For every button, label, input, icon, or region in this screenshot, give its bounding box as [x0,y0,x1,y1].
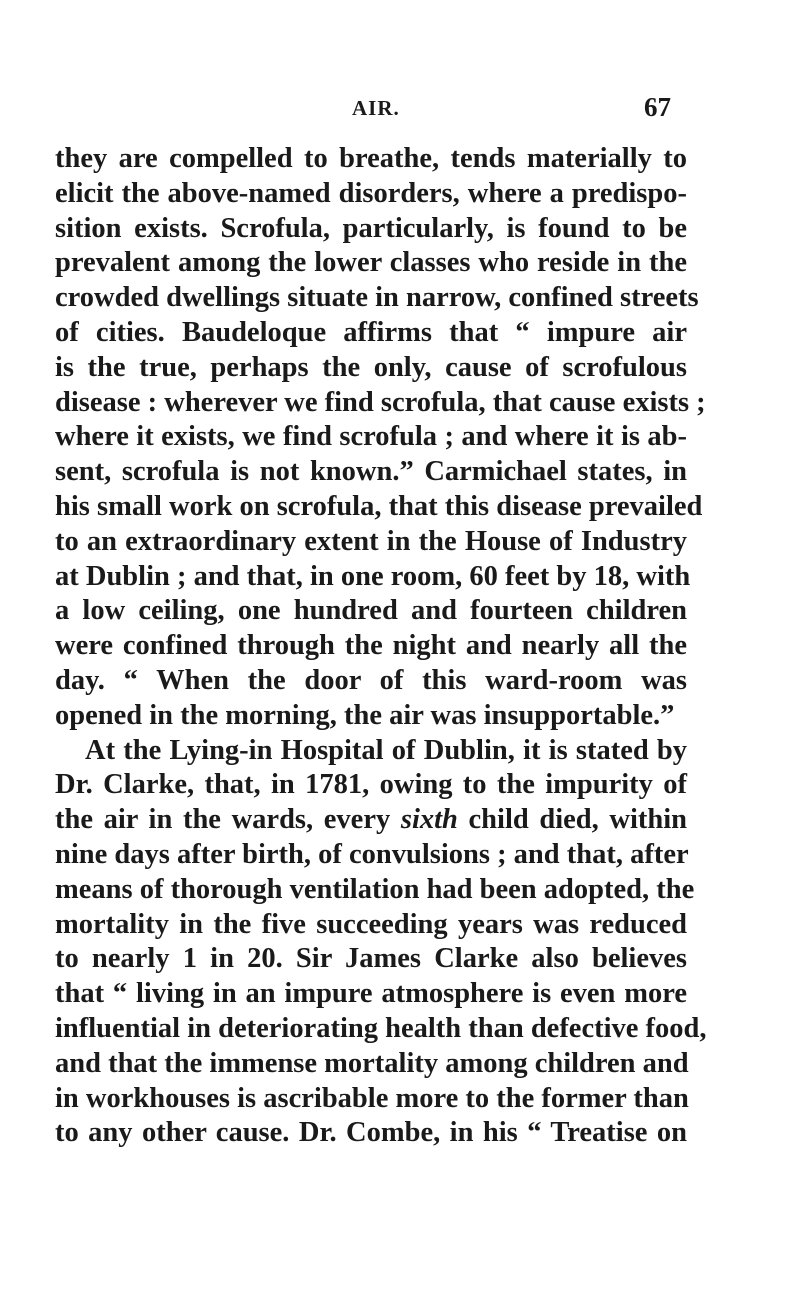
text-line: mortality in the five succeeding years was reduced [55,908,687,940]
text-line: At the Lying-in Hospital of Dublin, it is stated by [85,734,687,766]
running-head [0,92,800,122]
text-line: to an extraordinary extent in the House of Industry [55,525,687,557]
text-line: that “ living in an impure atmosphere is even more [55,978,687,1010]
text-run: the air in the wards, every [55,804,401,836]
text-line: Dr. Clarke, that, in 1781, owing to the impurity of [55,769,687,801]
text-line: and that the immense mortality among children and [55,1047,689,1079]
italic-emphasis: sixth [400,804,458,836]
text-line: nine days after birth, of convulsions ; and that, after [55,838,689,870]
text-line: elicit the above-named disorders, where a predispo- [55,177,687,209]
page-number: 67 [644,92,671,122]
text-line: of cities. Baudeloque affirms that “ impure air [55,316,687,348]
text-line: disease : wherever we find scrofula, that cause exists ; [55,386,706,418]
text-line: prevalent among the lower classes who reside in the [55,247,687,279]
text-line: opened in the morning, the air was insupportable.” [55,699,675,731]
text-line: they are compelled to breathe, tends materially to [55,143,687,174]
text-line: is the true, perhaps the only, cause of scrofulous [55,351,687,383]
body-text [55,142,707,1151]
text-line: means of thorough ventilation had been adopted, the [55,873,695,905]
text-line: at Dublin ; and that, in one room, 60 feet by 18, with [55,560,691,592]
text-line: crowded dwellings situate in narrow, confined streets [55,282,699,314]
text-line: to nearly 1 in 20. Sir James Clarke also believes [55,943,687,975]
text-line: day. “ When the door of this ward-room was [55,664,687,696]
text-line: a low ceiling, one hundred and fourteen children [55,595,687,627]
text-line: sition exists. Scrofula, particularly, is found to be [55,212,687,244]
text-line: were confined through the night and nearly all the [55,630,687,662]
text-line: in workhouses is ascribable more to the former than [55,1082,689,1114]
text-run: child died, within [457,804,687,836]
text-line: influential in deteriorating health than defective food, [55,1012,707,1044]
text-line: where it exists, we find scrofula ; and where it is ab- [55,421,687,453]
text-line: to any other cause. Dr. Combe, in his “ Treatise on [55,1117,687,1149]
running-title: AIR. [352,96,400,120]
text-line-with-italic [55,803,687,838]
text-line: sent, scrofula is not known.” Carmichael states, in [55,456,687,488]
text-line: his small work on scrofula, that this disease prevailed [55,490,703,522]
